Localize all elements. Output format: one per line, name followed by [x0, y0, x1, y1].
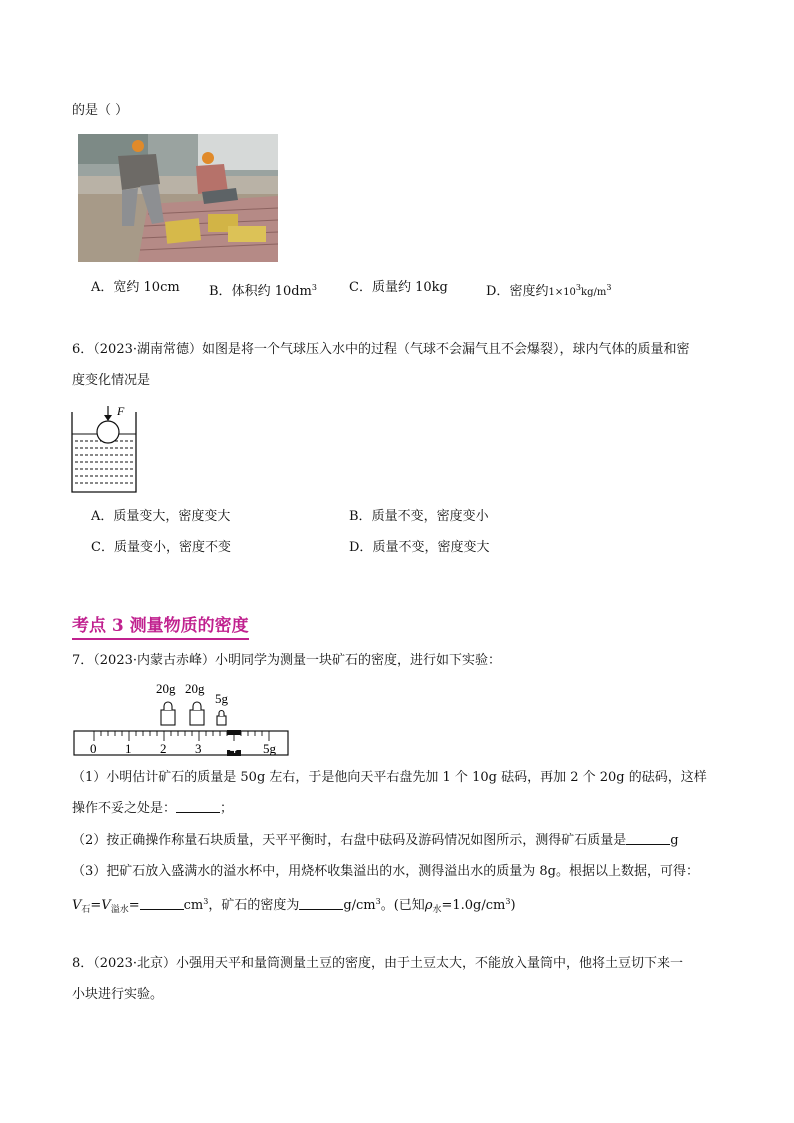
balance-weights-diagram	[72, 676, 292, 758]
q8-stem-line2: 小块进行实验。	[72, 987, 164, 1002]
q8-stem-line1: 8．（2023·北京）小强用天平和量筒测量土豆的密度，由于土豆太大，不能放入量筒中，他将土豆切下来一	[72, 956, 684, 971]
q6-stem-line1: 6．（2023·湖南常德）如图是将一个气球压入水中的过程（气球不会漏气且不会爆裂），球内气体的质量和密	[72, 342, 690, 357]
q6-option-d[interactable]: D．质量不变，密度变大	[349, 540, 490, 555]
q6-stem-line2: 度变化情况是	[72, 373, 151, 388]
scale-bar	[74, 731, 288, 755]
weight-label-1: 20g	[156, 681, 176, 696]
scale-label-2: 2	[160, 741, 167, 756]
weight-label-3: 5g	[215, 691, 228, 706]
section-heading: 考点 3 测量物质的密度	[72, 615, 249, 640]
q7-blank-1[interactable]	[176, 800, 220, 813]
force-label: F	[117, 404, 125, 418]
weight-20g-2	[190, 702, 204, 725]
scale-label-5: 5g	[263, 741, 276, 756]
scale-label-3: 3	[195, 741, 202, 756]
brick-laying-photo	[78, 134, 278, 262]
q7-part3-line1: （3）把矿石放入盛满水的溢水杯中，用烧杯收集溢出的水，测得溢出水的质量为 8g。根据以上数据，可得：	[72, 864, 699, 879]
rider-top	[227, 730, 241, 735]
q6-option-c[interactable]: C．质量变小，密度不变	[91, 540, 231, 555]
weight-label-2: 20g	[185, 681, 205, 696]
q5-option-b[interactable]: B．体积约 $10dm^3$	[209, 283, 317, 299]
scale-label-0: 0	[90, 741, 97, 756]
q7-part3-line2: $V_石=V_{溢水}= cm^3$，矿石的密度为 $g/cm^3$。(已知$\rho_水=1.0g/cm^3$)	[72, 897, 516, 915]
q7-blank-3[interactable]	[140, 897, 184, 910]
q7-blank-2[interactable]	[626, 832, 670, 845]
q7-blank-4[interactable]	[299, 897, 343, 910]
q6-option-a[interactable]: A．质量变大，密度变大	[91, 509, 231, 524]
q5-option-a[interactable]: A．宽约 10cm	[91, 280, 180, 295]
q5-option-c[interactable]: C．质量约 10kg	[349, 280, 448, 295]
balloon-water-diagram	[68, 404, 148, 496]
q7-part2: （2）按正确操作称量石块质量，天平平衡时，右盘中砝码及游码情况如图所示，测得矿石质量是 g	[72, 833, 679, 848]
q5-stem-tail: 的是（ ）	[72, 103, 129, 118]
weight-5g	[217, 711, 226, 726]
q7-stem: 7．（2023·内蒙古赤峰）小明同学为测量一块矿石的密度，进行如下实验：	[72, 653, 502, 668]
q5-option-d[interactable]: D．密度约$1\times 10^3kg/m^3$	[486, 283, 612, 299]
scale-label-1: 1	[125, 741, 132, 756]
scale-label-4: 4	[230, 741, 237, 756]
q7-part1-line1: （1）小明估计矿石的质量是 50g 左右，于是他向天平右盘先加 1 个 10g 砝码，再加 2 个 20g 的砝码，这样	[72, 770, 707, 785]
weight-20g-1	[161, 702, 175, 725]
q6-option-b[interactable]: B．质量不变，密度变小	[349, 509, 489, 524]
q7-part1-line2: 操作不妥之处是： ；	[72, 801, 234, 816]
